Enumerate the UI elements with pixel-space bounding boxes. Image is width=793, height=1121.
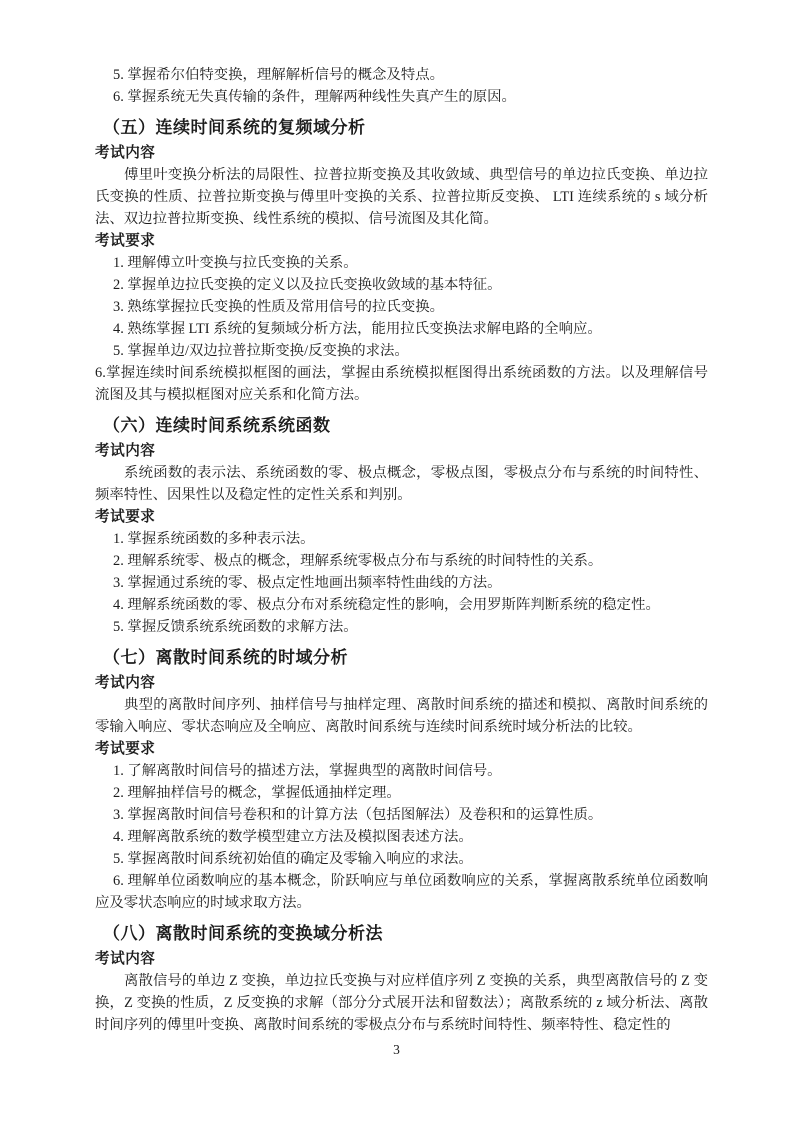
section-5-title: （五）连续时间系统的复频域分析 <box>103 118 366 137</box>
requirement-item: 3. 掌握离散时间信号卷积和的计算方法（包括图解法）及卷积和的运算性质。 <box>113 807 603 823</box>
exam-content-label: 考试内容 <box>95 951 156 967</box>
requirement-item: 4. 理解系统函数的零、极点分布对系统稳定性的影响，会用罗斯阵判断系统的稳定性。 <box>113 597 660 613</box>
requirement-item: 2. 理解系统零、极点的概念，理解系统零极点分布与系统的时间特性的关系。 <box>113 553 603 569</box>
exam-requirements-label: 考试要求 <box>95 233 156 249</box>
requirement-item: 1. 掌握系统函数的多种表示法。 <box>113 531 315 547</box>
requirement-item: 1. 理解傅立叶变换与拉氏变换的关系。 <box>113 255 358 271</box>
requirement-item: 5. 掌握离散时间系统初始值的确定及零输入响应的求法。 <box>113 851 473 867</box>
page-number: 3 <box>393 1042 400 1057</box>
document-content <box>95 64 708 1036</box>
requirement-item: 6. 理解单位函数响应的基本概念，阶跃响应与单位函数响应的关系，掌握离散系统单位函数响应及零状态响应的时域求取方法。 <box>95 873 708 911</box>
requirement-item: 5. 掌握反馈系统系统函数的求解方法。 <box>113 619 358 635</box>
requirement-item: 3. 熟练掌握拉氏变换的性质及常用信号的拉氏变换。 <box>113 299 444 315</box>
section-6-title: （六）连续时间系统系统函数 <box>103 416 331 435</box>
requirement-item: 4. 理解离散系统的数学模型建立方法及模拟图表述方法。 <box>113 829 473 845</box>
carryover-item: 5. 掌握希尔伯特变换，理解解析信号的概念及特点。 <box>113 67 444 83</box>
carryover-item: 6. 掌握系统无失真传输的条件，理解两种线性失真产生的原因。 <box>113 89 516 105</box>
exam-content-text: 系统函数的表示法、系统函数的零、极点概念，零极点图，零极点分布与系统的时间特性、频率特性、因果性以及稳定性的定性关系和判别。 <box>95 465 708 503</box>
section-7-title: （七）离散时间系统的时域分析 <box>103 648 348 667</box>
exam-content-label: 考试内容 <box>95 145 156 161</box>
exam-content-text: 离散信号的单边 Z 变换，单边拉氏变换与对应样值序列 Z 变换的关系，典型离散信号的 Z 变换，Z 变换的性质，Z 反变换的求解（部分分式展开法和留数法）；离散系统的 z 域分析法、离散时间序列的傅里叶变换、离散时间系统的零极点分布与系统时间特性、频率特性、稳定性的 <box>95 973 708 1033</box>
requirement-item: 6.掌握连续时间系统模拟框图的画法，掌握由系统模拟框图得出系统函数的方法。以及理解信号流图及其与模拟框图对应关系和化简方法。 <box>95 365 708 403</box>
section-5 <box>95 116 708 406</box>
section-8 <box>95 922 708 1036</box>
requirement-item: 2. 掌握单边拉氏变换的定义以及拉氏变换收敛域的基本特征。 <box>113 277 502 293</box>
section-6 <box>95 414 708 638</box>
section-7 <box>95 646 708 914</box>
exam-requirements-label: 考试要求 <box>95 509 156 525</box>
requirement-item: 3. 掌握通过系统的零、极点定性地画出频率特性曲线的方法。 <box>113 575 502 591</box>
requirement-item: 4. 熟练掌握 LTI 系统的复频域分析方法，能用拉氏变换法求解电路的全响应。 <box>113 321 602 337</box>
requirement-item: 1. 了解离散时间信号的描述方法，掌握典型的离散时间信号。 <box>113 763 502 779</box>
exam-content-label: 考试内容 <box>95 675 156 691</box>
exam-content-text: 傅里叶变换分析法的局限性、拉普拉斯变换及其收敛域、典型信号的单边拉氏变换、单边拉氏变换的性质、拉普拉斯变换与傅里叶变换的关系、拉普拉斯反变换、 LTI 连续系统的 s 域分析法、双边拉普拉斯变换、线性系统的模拟、信号流图及其化简。 <box>95 167 708 227</box>
requirement-item: 5. 掌握单边/双边拉普拉斯变换/反变换的求法。 <box>113 343 409 359</box>
requirement-item: 2. 理解抽样信号的概念，掌握低通抽样定理。 <box>113 785 401 801</box>
exam-content-label: 考试内容 <box>95 443 156 459</box>
exam-content-text: 典型的离散时间序列、抽样信号与抽样定理、离散时间系统的描述和模拟、离散时间系统的零输入响应、零状态响应及全响应、离散时间系统与连续时间系统时域分析法的比较。 <box>95 697 708 735</box>
exam-requirements-label: 考试要求 <box>95 741 156 757</box>
section-8-title: （八）离散时间系统的变换域分析法 <box>103 924 383 943</box>
